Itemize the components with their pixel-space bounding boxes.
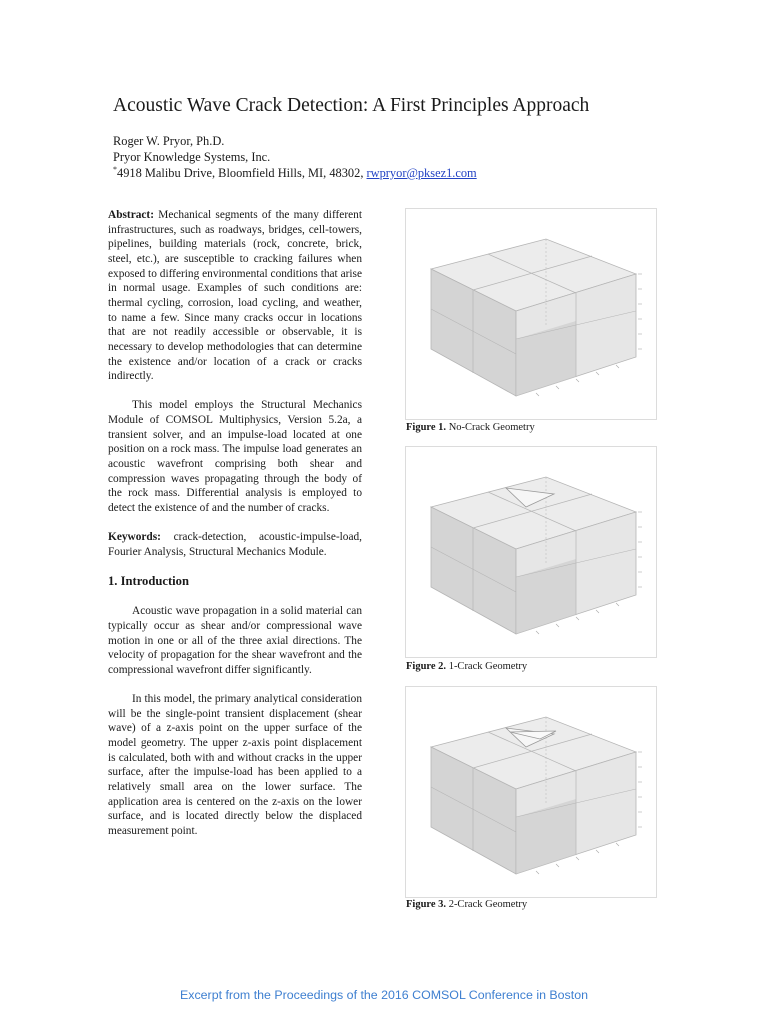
figure-1-label: Figure 1. (406, 422, 447, 433)
figure-2-image (405, 446, 657, 658)
abstract-label: Abstract: (108, 209, 154, 221)
author-affiliation: Pryor Knowledge Systems, Inc. (113, 150, 271, 164)
figure-1-image (405, 208, 657, 420)
author-name: Roger W. Pryor, Ph.D. (113, 134, 225, 148)
figure-3-image (405, 686, 657, 898)
figure-3-caption (406, 898, 527, 911)
address-text: 4918 Malibu Drive, Bloomfield Hills, MI, 48302, (117, 166, 367, 180)
author-block (113, 133, 477, 181)
figure-2-text: 1-Crack Geometry (448, 661, 528, 672)
footer-excerpt: Excerpt from the Proceedings of the 2016 COMSOL Conference in Boston (180, 988, 588, 1002)
author-address (113, 165, 477, 181)
figure-3-label: Figure 3. (406, 899, 447, 910)
keywords-text: crack-detection, acoustic-impulse-load, Fourier Analysis, Structural Mechanics Module. (108, 531, 362, 558)
figure-1-caption (406, 421, 535, 434)
intro-paragraph-2: In this model, the primary analytical consideration will be the single-point transient displacement (shear wave) of a z-axis point on the upper surface of the model geometry. The upper z-axis point displacement is calculated, both with and without cracks in the upper surface, after the impulse-load has been applied to a relatively small area on the lower surface. The application area is centered on the z-axis on the lower surface, and is located directly below the displaced measurement point. (108, 693, 362, 838)
abstract-text: Mechanical segments of the many different infrastructures, such as roadways, bridges, cell-towers, pipelines, building materials (rock, concrete, brick, steel, etc.), are susceptible to cracking failures when exposed to differing environmental conditions that arise in normal usage. Examples of such conditions are: thermal cycling, corrosion, load cycling, and weather, to name a few. Since many cracks occur in locations that are not readily accessible or observable, it is necessary to develop methodologies that can determine the existence and/or location of a crack or cracks indirectly. (108, 209, 362, 383)
abstract-paragraph (108, 208, 362, 384)
left-column (108, 208, 362, 839)
keywords-label: Keywords: (108, 531, 161, 544)
address-mark: * (113, 164, 117, 174)
figure-3-text: 2-Crack Geometry (448, 899, 528, 910)
figure-2-label: Figure 2. (406, 661, 447, 672)
paper-title: Acoustic Wave Crack Detection: A First Principles Approach (113, 95, 590, 116)
figure-2-caption (406, 660, 527, 673)
email-link[interactable]: rwpryor@pksez1.com (366, 166, 477, 180)
abstract-paragraph-2: This model employs the Structural Mechanics Module of COMSOL Multiphysics, Version 5.2a, a transient solver, and an impulse-load located at one position on a rock mass. The impulse load generates an acoustic wavefront comprising both shear and compression waves propagating through the body of the rock mass. Differential analysis is employed to detect the existence of and the number of cracks. (108, 399, 362, 515)
keywords-paragraph (108, 530, 362, 559)
figure-1-text: No-Crack Geometry (448, 422, 535, 433)
intro-paragraph-1: Acoustic wave propagation in a solid material can typically occur as shear and/or compressional wave motion in one or all of the three axial directions. The velocity of propagation for the shear wavefront and the compressional wavefront differ significantly. (108, 605, 362, 676)
section-heading-introduction: 1. Introduction (108, 573, 189, 588)
